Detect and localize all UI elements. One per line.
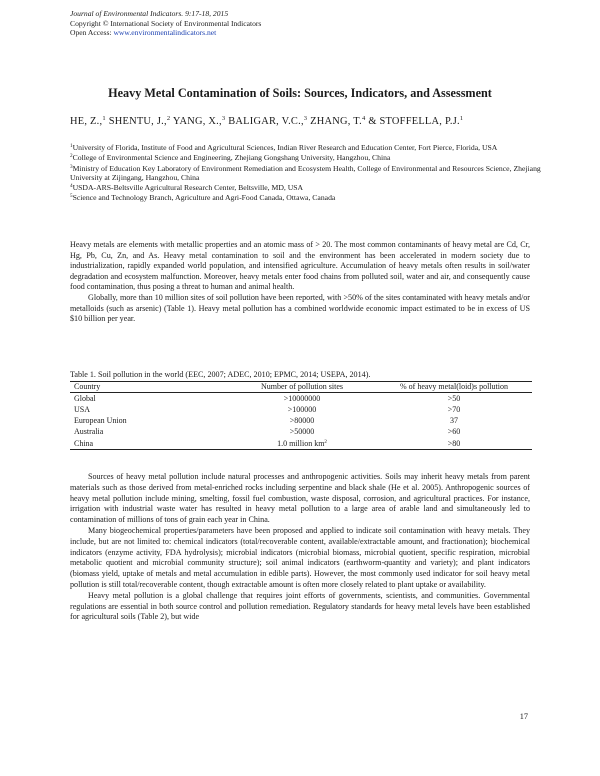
- journal-header: [70, 9, 261, 38]
- percent-cell: >60: [447, 427, 461, 436]
- paragraph: Heavy metals are elements with metallic properties and an atomic mass of > 20. The most common contaminants of heavy metal are Cd, Cr, Hg, Pb, Cu, Zn, and As. Heavy metal contamination to soil and the environment has been accelerated in modern society due to industrialization, rapidly expanded world population, and intensified agriculture. Accumulation of heavy metals often results in soil/water degradation and ecosystem malfunction. Moreover, heavy metals enter food chains from polluted soil, water and air, and consequently cause food contamination, thus posing a threat to human and animal health.: [70, 240, 530, 292]
- pollution-table: [70, 381, 532, 450]
- author: SHENTU, J.,$^2$: [108, 115, 171, 127]
- author: & STOFFELLA, P.J.$^1$: [368, 115, 464, 127]
- paper-title: Heavy Metal Contamination of Soils: Sources, Indicators, and Assessment: [108, 86, 492, 100]
- open-access-label: Open Access:: [70, 28, 114, 38]
- paragraph: Heavy metal pollution is a global challenge that requires joint efforts of governments, scientists, and communities. Governmental regulations are essential in both source control and pollution remediation. Regulatory standards for heavy metal levels have been established for agricultural soils (Table 2), but wide: [70, 590, 530, 622]
- author: BALIGAR, V.C.,$^3$: [228, 115, 308, 127]
- open-access-link[interactable]: www.environmentalindicators.net: [113, 28, 217, 38]
- country-cell: China: [70, 437, 228, 450]
- author: ZHANG, T.$^4$: [310, 115, 366, 127]
- author-list: [70, 115, 463, 127]
- percent-cell: >50: [447, 394, 461, 403]
- affiliation: $^3$Ministry of Education Key Laboratory of Environment Remediation and Ecosystem Health, College of Environmental and Resources Science, Zhejiang University at Zijingang, Hangzhou, China: [70, 163, 541, 182]
- table-row: [70, 393, 532, 405]
- sites-cell: >80000: [289, 416, 315, 425]
- sites-cell: >100000: [287, 405, 317, 414]
- table-row: [70, 404, 532, 415]
- page-number: 17: [519, 712, 528, 721]
- table-row: [70, 437, 532, 450]
- percent-cell: 37: [450, 416, 458, 425]
- sites-cell: >50000: [289, 427, 315, 436]
- country-cell: Global: [74, 394, 96, 403]
- sites-cell: >10000000: [283, 394, 321, 403]
- author: YANG, X.,$^3$: [172, 115, 226, 127]
- country-cell: Australia: [74, 427, 104, 436]
- percent-cell: >80: [376, 437, 532, 450]
- author: HE, Z.,$^1$: [70, 115, 106, 127]
- country-cell: USA: [74, 405, 91, 414]
- percent-cell: >70: [447, 405, 461, 414]
- table-caption: Table 1. Soil pollution in the world (EEC, 2007; ADEC, 2010; EPMC, 2014; USEPA, 2014).: [70, 370, 371, 379]
- column-header: Country: [70, 382, 228, 393]
- table-header-row: [70, 382, 532, 393]
- table-row: [70, 415, 532, 426]
- column-header: % of heavy metal(loid)s pollution: [376, 382, 532, 393]
- affiliation: $^4$USDA-ARS-Beltsville Agricultural Research Center, Beltsville, MD, USA: [70, 183, 304, 193]
- table-row: [70, 426, 532, 437]
- open-access-line: [70, 28, 261, 38]
- affiliation: $^1$University of Florida, Institute of Food and Agricultural Sciences, Indian River Research and Education Center, Fort Pierce, Florida, USA: [70, 143, 498, 152]
- column-header: Number of pollution sites: [228, 382, 376, 393]
- country-cell: European Union: [74, 416, 127, 425]
- journal-line: Journal of Environmental Indicators. 9:17-18, 2015: [70, 9, 229, 18]
- affiliation: $^5$Science and Technology Branch, Agriculture and Agri-Food Canada, Ottawa, Canada: [70, 193, 336, 203]
- sites-cell: 1.0 million $km^2$: [228, 437, 376, 450]
- affiliations: [70, 142, 550, 203]
- paragraph: Many biogeochemical properties/parameters have been proposed and applied to indicate soil contamination with heavy metals. They include, but are not limited to: chemical indicators (total/recoverable content, available/extractable amount, and fractionation); biochemical indicators (enzyme activity, FDA hydrolysis); microbial indicators (microbial biomass, microbial quotient, specific respiration, microbial metabolic quotient and microbial community structure); soil animal indicators (earthworm-quantity and variety); and plant indicators (biomass yield, uptake of metals and metal accumulation in edible parts). However, the most commonly used indicator for soil heavy metal pollution is still total/recoverable content, though extractable amount is often more closely related to plant uptake or availability.: [70, 525, 530, 589]
- paragraph: Sources of heavy metal pollution include natural processes and anthropogenic activities. Soils may inherit heavy metals from parent materials such as those derived from metal-enriched rocks including serpentine and black shale (He et al. 2005). Anthropogenic sources of heavy metal pollution include mining, smelting, fossil fuel combustion, waste disposal, corrosion, and agricultural practices. For instance, irrigation with industrial waste water has resulted in heavy metal pollution to a large area of arable land and simultaneously led to contamination of millions of tons of grain each year in China.: [70, 472, 530, 525]
- body-text-bottom: [70, 472, 530, 623]
- affiliation: $^2$College of Environmental Science and Engineering, Zhejiang Gongshang University, Hangzhou, China: [70, 153, 391, 163]
- body-text-top: [70, 240, 530, 325]
- copyright-line: Copyright © International Society of Environmental Indicators: [70, 18, 262, 28]
- paragraph: Globally, more than 10 million sites of soil pollution have been reported, with >50% of the sites contaminated with heavy metals and/or metalloids (such as arsenic) (Table 1). Heavy metal pollution has a combined worldwide economic impact estimated to be in excess of US $10 billion per year.: [70, 292, 530, 324]
